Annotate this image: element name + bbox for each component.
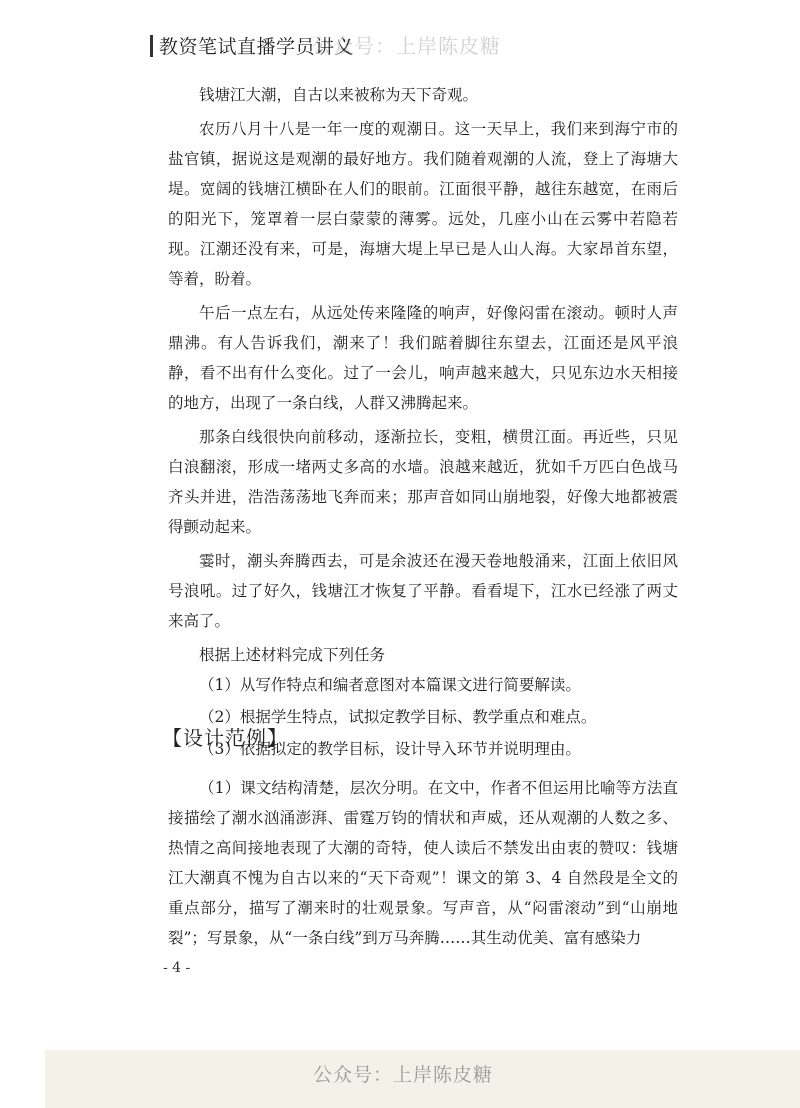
example-paragraph: （1）课文结构清楚，层次分明。在文中，作者不但运用比喻等方法直接描绘了潮水汹涌澎湃、雷霆万钧的情状和声威，还从观潮的人数之多、热情之高间接地表现了大潮的奇特，使人读后不禁发出由衷的赞叹：钱塘江大潮真不愧为自古以来的“天下奇观”！课文的第 3、4 自然段是全文的重点部分，描写了潮来时的壮观景象。写声音，从“闷雷滚动”到“山崩地裂”；写景象，从“一条白线”到万马奔腾……其生动优美、富有感染力 <box>168 779 678 947</box>
article-paragraph: 农历八月十八是一年一度的观潮日。这一天早上，我们来到海宁市的盐官镇，据说这是观潮的最好地方。我们随着观潮的人流，登上了海塘大堤。宽阔的钱塘江横卧在人们的眼前。江面很平静，越往东越宽，在雨后的阳光下，笼罩着一层白蒙蒙的薄雾。远处，几座小山在云雾中若隐若现。江潮还没有来，可是，海塘大堤上早已是人山人海。大家昂首东望，等着，盼着。 <box>168 120 678 288</box>
example-body <box>168 773 678 953</box>
article-paragraph: 霎时，潮头奔腾西去，可是余波还在漫天卷地般涌来，江面上依旧风号浪吼。过了好久，钱塘江才恢复了平静。看看堤下，江水已经涨了两丈来高了。 <box>168 552 678 630</box>
task-item: （1）从写作特点和编者意图对本篇课文进行简要解读。 <box>199 676 581 694</box>
article-paragraph: 钱塘江大潮，自古以来被称为天下奇观。 <box>199 86 479 104</box>
task-item: （3）依据拟定的教学目标，设计导入环节并说明理由。 <box>199 740 581 758</box>
tasks-title: 根据上述材料完成下列任务 <box>199 646 386 664</box>
page-number: - 4 - <box>163 960 191 976</box>
header-bar-marker <box>150 35 153 57</box>
handout-title: 教资笔试直播学员讲义 <box>159 36 355 58</box>
task-item: （2）根据学生特点，试拟定教学目标、教学重点和难点。 <box>199 708 597 726</box>
footer-watermark: 公众号：上岸陈皮糖 <box>313 1064 494 1086</box>
top-watermark: 公众号：上岸陈皮糖 <box>312 34 501 58</box>
section-title-design-example: 【设计范例】 <box>162 726 288 750</box>
article-paragraph: 那条白线很快向前移动，逐渐拉长，变粗，横贯江面。再近些，只见白浪翻滚，形成一堵两丈多高的水墙。浪越来越近，犹如千万匹白色战马齐头并进，浩浩荡荡地飞奔而来；那声音如同山崩地裂，好像大地都被震得颤动起来。 <box>168 428 678 536</box>
article-paragraph: 午后一点左右，从远处传来隆隆的响声，好像闷雷在滚动。顿时人声鼎沸。有人告诉我们，潮来了！我们踮着脚往东望去，江面还是风平浪静，看不出有什么变化。过了一会儿，响声越来越大，只见东边水天相接的地方，出现了一条白线，人群又沸腾起来。 <box>168 304 678 412</box>
article-body <box>168 80 678 766</box>
